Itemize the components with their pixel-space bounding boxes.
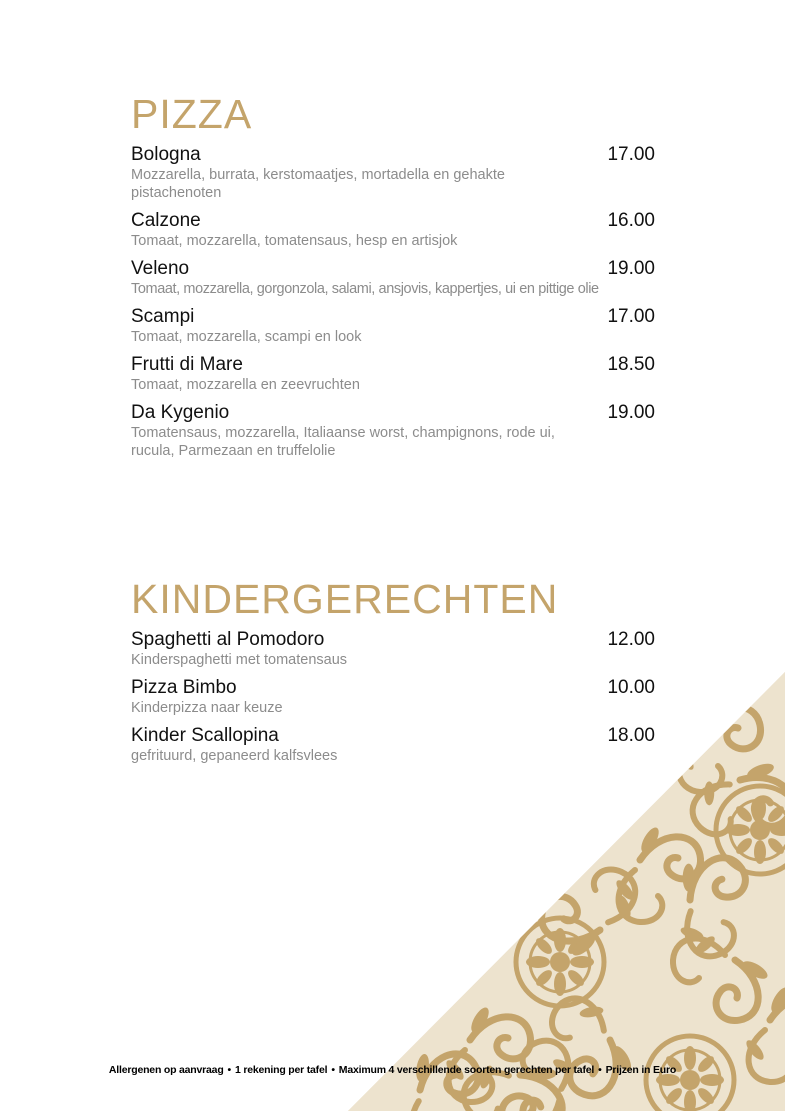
item-description: Tomaat, mozzarella en zeevruchten (131, 377, 360, 393)
footer-allergens: Allergenen op aanvraag (108, 1064, 224, 1076)
item-description: Kinderspaghetti met tomatensaus (131, 652, 348, 668)
item-description: Kinderpizza naar keuze (131, 700, 283, 716)
pizza-section (131, 91, 655, 468)
item-name: Frutti di Mare (131, 354, 243, 375)
item-price: 19.00 (607, 258, 655, 279)
menu-item (131, 210, 655, 250)
footer-separator: • (331, 1064, 335, 1076)
footer-max-dishes: Maximum 4 verschillende soorten gerechten per tafel (338, 1064, 595, 1076)
footer-separator: • (598, 1064, 602, 1076)
item-name: Da Kygenio (131, 402, 230, 423)
footer-notice (0, 1064, 785, 1076)
item-description: Tomaat, mozzarella, tomatensaus, hesp en artisjok (131, 233, 458, 249)
item-price: 19.00 (607, 402, 655, 423)
footer-separator: • (227, 1064, 232, 1076)
menu-item (131, 258, 655, 298)
menu-item (131, 725, 655, 765)
menu-item (131, 629, 655, 669)
item-price: 17.00 (607, 144, 655, 165)
menu-item (131, 306, 655, 346)
item-price: 16.00 (607, 210, 655, 231)
item-description: Tomatensaus, mozzarella, Italiaanse worst, champignons, rode ui, rucula, Parmezaan en truffelolie (131, 425, 555, 459)
item-name: Scampi (131, 306, 195, 327)
menu-item (131, 677, 655, 717)
item-description: Tomaat, mozzarella, gorgonzola, salami, ansjovis, kappertjes, ui en pittige olie (131, 281, 599, 297)
item-description: Tomaat, mozzarella, scampi en look (131, 329, 362, 345)
menu-item (131, 402, 655, 460)
item-name: Spaghetti al Pomodoro (131, 629, 325, 650)
section-title: KINDERGERECHTEN (131, 576, 559, 622)
item-name: Kinder Scallopina (131, 725, 279, 746)
item-price: 18.00 (607, 725, 655, 746)
item-name: Veleno (131, 258, 190, 279)
footer-currency: Prijzen in Euro (605, 1064, 677, 1076)
menu-item (131, 144, 655, 202)
item-description: Mozzarella, burrata, kerstomaatjes, mortadella en gehakte pistachenoten (131, 167, 505, 201)
item-price: 12.00 (607, 629, 655, 650)
item-price: 10.00 (607, 677, 655, 698)
section-title: PIZZA (131, 91, 253, 137)
kids-section (131, 576, 655, 773)
item-name: Calzone (131, 210, 201, 231)
menu-item (131, 354, 655, 394)
item-name: Bologna (131, 144, 201, 165)
item-price: 17.00 (607, 306, 655, 327)
footer-bill: 1 rekening per tafel (235, 1064, 328, 1076)
item-price: 18.50 (607, 354, 655, 375)
item-name: Pizza Bimbo (131, 677, 237, 698)
item-description: gefrituurd, gepaneerd kalfsvlees (131, 748, 338, 764)
